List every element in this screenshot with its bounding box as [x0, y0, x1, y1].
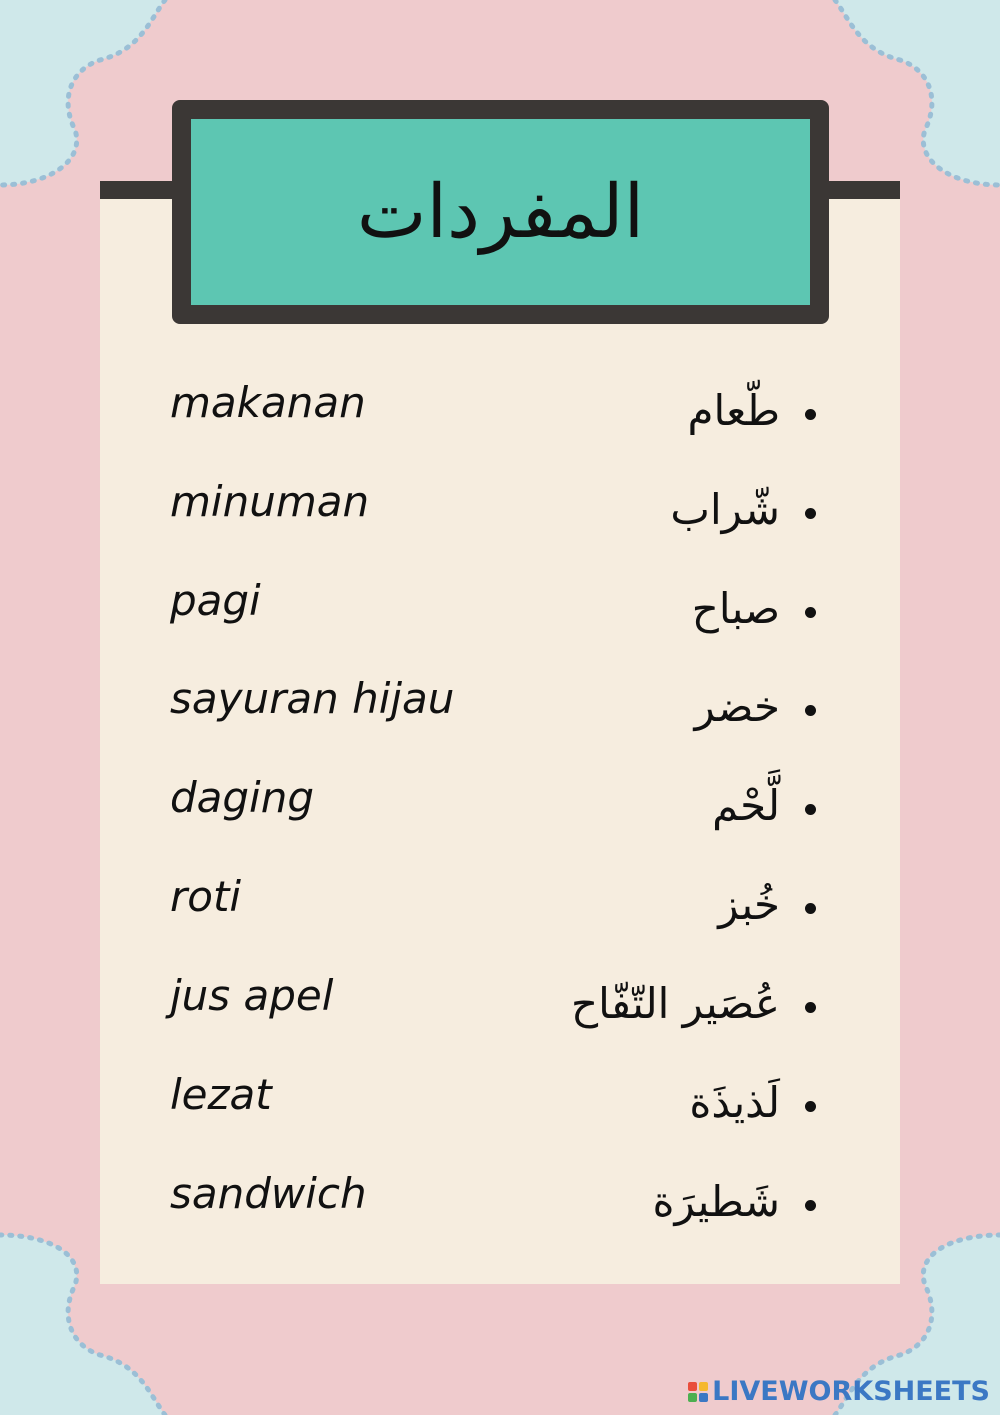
list-item — [0, 872, 1000, 962]
list-item — [0, 971, 1000, 1061]
logo-icon — [688, 1382, 708, 1402]
list-item — [0, 576, 1000, 666]
bullet-icon — [805, 705, 816, 716]
bullet-icon — [805, 903, 816, 914]
latin-word: daging — [170, 773, 315, 822]
bullet-icon — [805, 1101, 816, 1112]
list-item — [0, 773, 1000, 863]
page-title: المفردات — [356, 169, 645, 255]
liveworksheets-logo — [688, 1376, 990, 1407]
arabic-word: عُصَير التّفّاح — [571, 979, 780, 1028]
logo-text: LIVEWORKSHEETS — [712, 1376, 990, 1407]
latin-word: makanan — [170, 378, 366, 427]
latin-word: pagi — [170, 576, 261, 625]
bullet-icon — [805, 804, 816, 815]
list-item — [0, 1169, 1000, 1259]
latin-word: sandwich — [170, 1169, 367, 1218]
list-item — [0, 378, 1000, 468]
bullet-icon — [805, 508, 816, 519]
arabic-word: خضر — [694, 682, 780, 731]
arabic-word: طّعام — [687, 386, 780, 435]
arabic-word: شَطيرَة — [652, 1177, 780, 1226]
arabic-word: لَّحْم — [712, 781, 780, 830]
latin-word: lezat — [170, 1070, 272, 1119]
latin-word: minuman — [170, 477, 370, 526]
bullet-icon — [805, 409, 816, 420]
bullet-icon — [805, 1002, 816, 1013]
latin-word: jus apel — [170, 971, 334, 1020]
list-item — [0, 477, 1000, 567]
list-item — [0, 674, 1000, 764]
latin-word: roti — [170, 872, 242, 921]
latin-word: sayuran hijau — [170, 674, 455, 723]
arabic-word: صباح — [691, 584, 780, 633]
bullet-icon — [805, 607, 816, 618]
arabic-word: خُبز — [718, 880, 780, 929]
arabic-word: شّراب — [670, 485, 780, 534]
arabic-word: لَذيذَة — [689, 1078, 780, 1127]
bullet-icon — [805, 1200, 816, 1211]
list-item — [0, 1070, 1000, 1160]
